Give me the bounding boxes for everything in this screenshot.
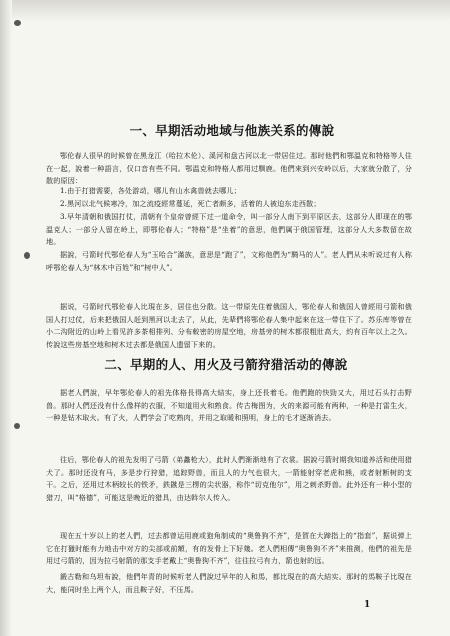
paragraph: 据说，弓箭时代鄂伦春人比現在多，居住也分散。这一带原先住着俄国人，鄂伦春人和俄国人曾經用弓箭和俄国人打过仗，后来把俄国人赶到黑河以北去了，从此，先辈們将鄂伦春人集中起來在这一带住下了。苏乐库等曾在小二沟附近的山岭上看见許多茶相排列、分布較密的房屋空地，房基旁的树木都很粗壯高大，約有百年以上之久。传說这些房基空地和树木过去都是俄国人遗留下来的。 xyxy=(46,302,412,349)
list-item: 3.早年清朝和俄国打仗，清朝有个皇帝曾經下过一道命令，叫一部分人南下到平原区去，这部分人即现在的鄂温克人；一部分人留在岭上，即鄂伦春人；“特格”是“坐着”的意思，他們属于俄国管理，这部分人大多数留在故地。 xyxy=(46,212,412,247)
paragraph: 鍛古勒和乌坦布說，他們年青的时候听老人們說过早年的人和馬，都比現在的高大結实。那时的馬鞍子比現在大，能同时坐上两个人，而且鞍子好，不压馬。 xyxy=(46,572,412,594)
page-number: 1 xyxy=(364,600,371,610)
ink-smudge xyxy=(14,20,21,26)
paragraph: 鄂伦春人很早的时候曾在黑龙江（哈拉木伦）、溪河和盘古河以北一带居住过。那时他們和鄂温克和特格等人住在一起，說着一种語言，仅口音有些不同。鄂温克和特格人都用过馴鹿。他們來到兴安岭以后，大家就分散了，分散的原因： xyxy=(46,151,412,186)
paragraph: 往后，鄂伦春人的祖先发明了弓箭（弟蠡枪大），此时人們渐渐地有了衣裳。据說弓箭时期我知道养活和使用猎犬了。那时还没有马，多是步行狩猎，追踪野兽，而且人的力气也很大，一箭能射穿老虎和熊，或者射断树的支干。之后，还用过木柄较长的铁矛，鉄鏃是三楞的尖状器，称作“切克他尔”，用之刺杀野兽。此外还有一种小型的猎刀，叫“格德”，可能这是晚近的猎具，由达斡尔人传入。 xyxy=(46,455,412,502)
paragraph: 据說，弓箭时代鄂伦春人为“玉哈合”滿族，意思是“跑了”，文称他們为“騎马的人”。老人們从未听说过有人称呼鄂伦春人为“林木中百姓”和“树中人”。 xyxy=(46,250,412,272)
ink-smudge xyxy=(14,423,20,429)
scan-shadow-left xyxy=(0,0,12,636)
section-heading: 二、早期的人、用火及弓箭狩猎活动的傳說 xyxy=(104,357,348,372)
section-heading: 一、早期活动地域与他族关系的傳說 xyxy=(129,123,335,138)
paragraph: 据老人們說，早年鄂伦春人的祖先体格長得高大結实，身上还長着毛。他們跑的快勁又大，用过石头打击野兽。那时人們还没有什么像样的衣服，不知道用火和熟食。传古梅图为，火的来源可能有两种，一种是打雷生火，一种是钻木取火。有了火，人們学会了吃熟肉，并用之取暖和照明，身上的毛才逐渐消去。 xyxy=(46,388,412,423)
list-item: 1.由于打猎需要，各处游动，哪儿有山水禽兽就去哪儿； xyxy=(60,186,241,195)
scan-shadow-top xyxy=(0,0,450,22)
paragraph: 现在五十岁以上的老人們，过去都曾运用鹿或狍角制成的“奥鲁狗不齐”，是賀在大蹄指上的“指套”，据说弹上它在打獵时能有力地击中对方的尖部或前額，有的发骨上下好幾。老人們相傳“奥鲁狗不齐”来推测，他們的祖先是用过弓箭的，因为拉弓射箭的那支手老戴上“奥鲁狗不齐”，往往拉弓有力，箭也射的远。 xyxy=(46,531,412,566)
list-item: 2.黑河以北气候寒冷，加之流疫經常蔓延，死亡者颇多，活着的人被迫东走西散； xyxy=(60,199,321,208)
ink-smudge xyxy=(24,252,30,259)
